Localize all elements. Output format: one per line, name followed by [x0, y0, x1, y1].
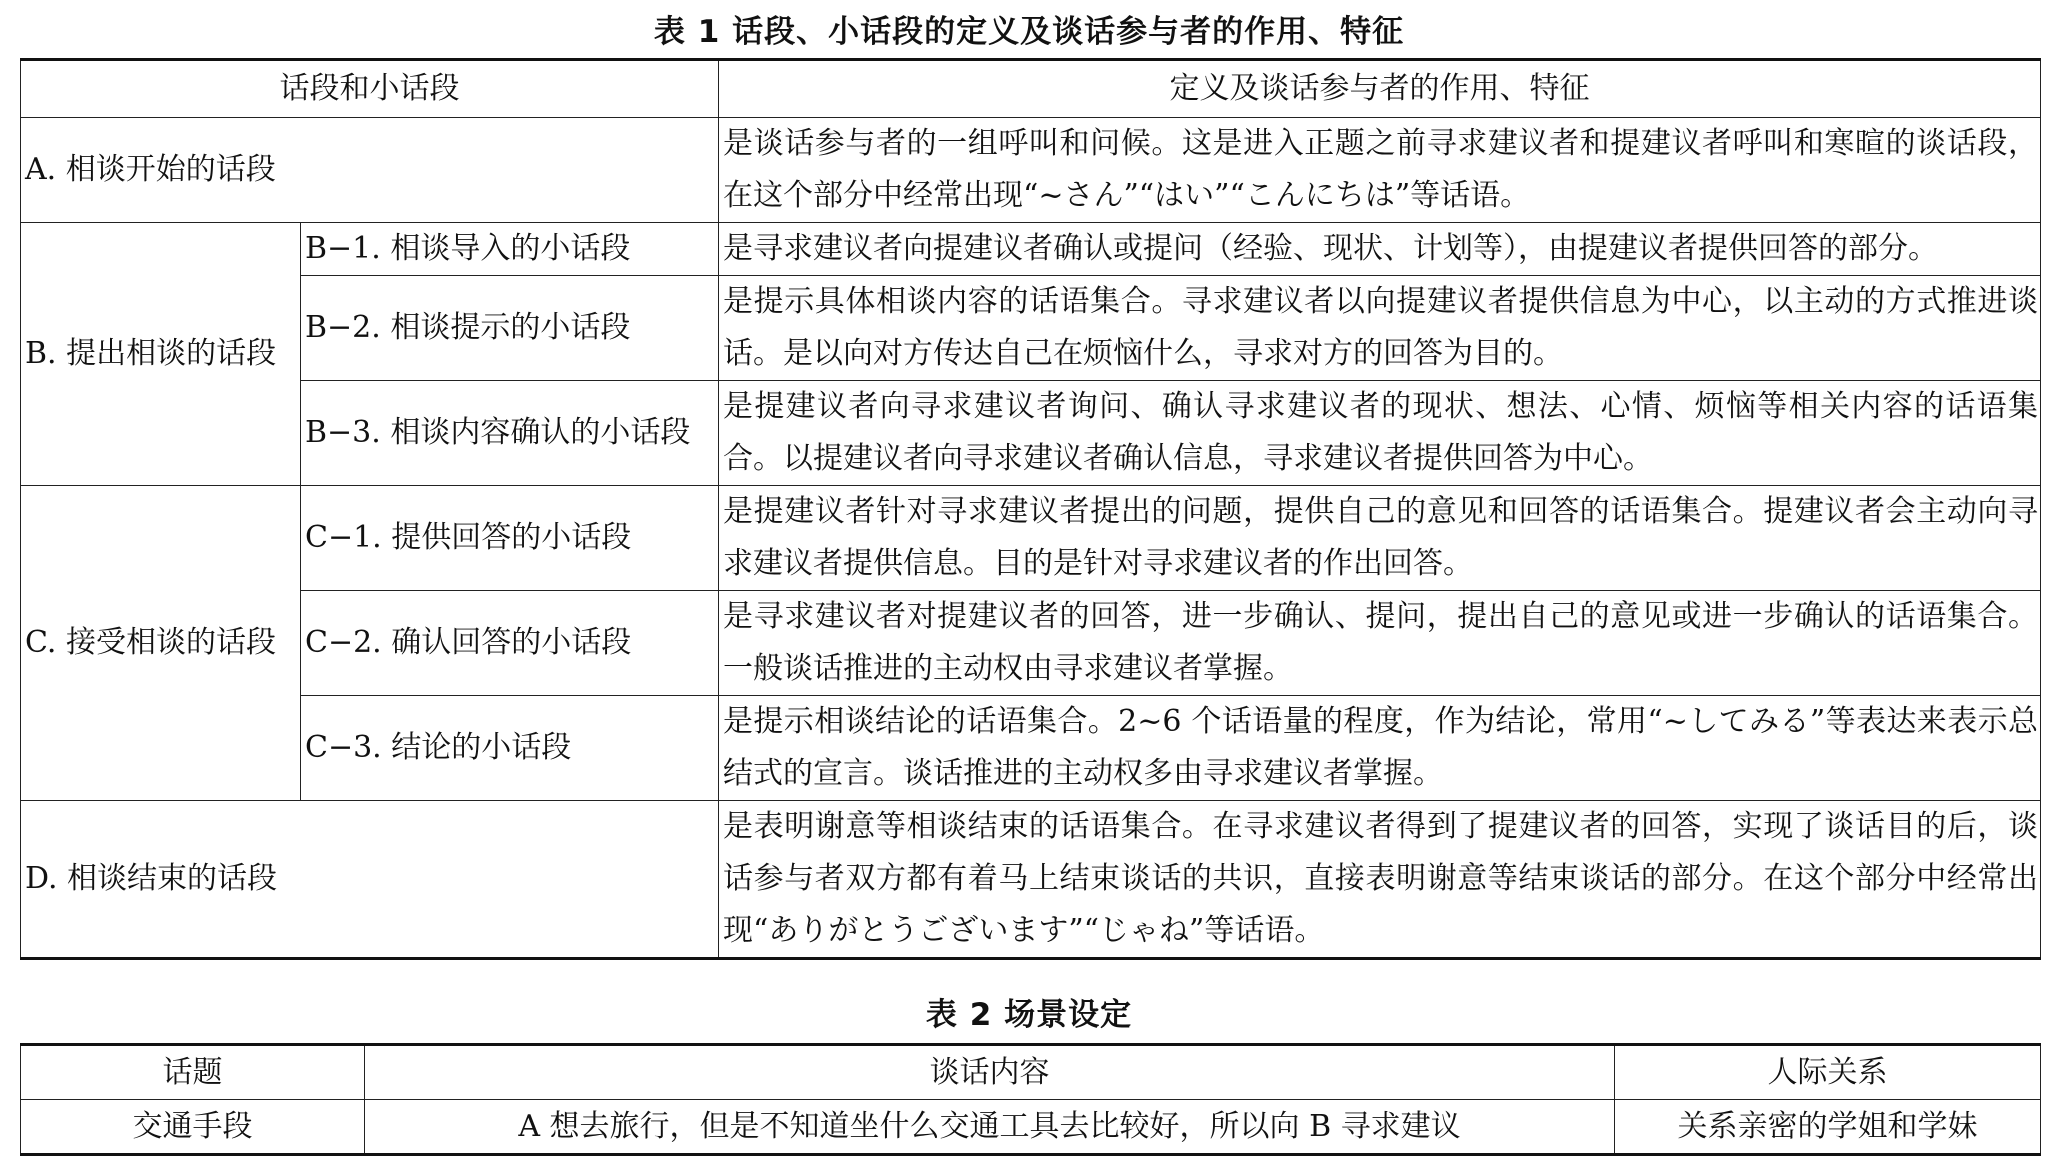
table2-caption: 表 2 场景设定: [925, 997, 1133, 1033]
table1-caption: 表 1 话段、小话段的定义及谈话参与者的作用、特征: [653, 14, 1405, 50]
header-cell-definition: 定义及谈话参与者的作用、特征: [719, 60, 2041, 118]
segment-description: 是谈话参与者的一组呼叫和问候。这是进入正题之前寻求建议者和提建议者呼叫和寒暄的谈话段，在这个部分中经常出现“~さん”“はい”“こんにちは”等话语。: [719, 118, 2041, 223]
scene-settings-table: [20, 1043, 2041, 1156]
table-row: [21, 486, 2041, 591]
subsegment-description: 是提建议者针对寻求建议者提出的问题，提供自己的意见和回答的话语集合。提建议者会主动向寻求建议者提供信息。目的是针对寻求建议者的作出回答。: [719, 486, 2041, 591]
subsegment-description: 是寻求建议者对提建议者的回答，进一步确认、提问，提出自己的意见或进一步确认的话语集合。一般谈话推进的主动权由寻求建议者掌握。: [719, 591, 2041, 696]
segment-description: 是表明谢意等相谈结束的话语集合。在寻求建议者得到了提建议者的回答，实现了谈话目的后，谈话参与者双方都有着马上结束谈话的共识，直接表明谢意等结束谈话的部分。在这个部分中经常出现“ありがとうございます”“じゃね”等话语。: [719, 801, 2041, 959]
segment-label: C. 接受相谈的话段: [21, 486, 301, 801]
table-row: [21, 118, 2041, 223]
header-cell-relationship: 人际关系: [1615, 1045, 2041, 1100]
segments-table: [20, 58, 2041, 960]
table-header-row: [21, 1045, 2041, 1100]
cell-content: A 想去旅行，但是不知道坐什么交通工具去比较好，所以向 B 寻求建议: [365, 1100, 1615, 1155]
subsegment-label: C−1. 提供回答的小话段: [301, 486, 719, 591]
header-cell-content: 谈话内容: [365, 1045, 1615, 1100]
subsegment-label: B−3. 相谈内容确认的小话段: [301, 381, 719, 486]
segment-label: D. 相谈结束的话段: [21, 801, 719, 959]
subsegment-description: 是提示相谈结论的话语集合。2~6 个话语量的程度，作为结论，常用“~してみる”等表达来表示总结式的宣言。谈话推进的主动权多由寻求建议者掌握。: [719, 696, 2041, 801]
subsegment-label: C−3. 结论的小话段: [301, 696, 719, 801]
segment-label: A. 相谈开始的话段: [21, 118, 719, 223]
subsegment-label: B−1. 相谈导入的小话段: [301, 223, 719, 276]
subsegment-label: B−2. 相谈提示的小话段: [301, 276, 719, 381]
table-row: [21, 801, 2041, 959]
table-row: [21, 276, 2041, 381]
table-row: [21, 223, 2041, 276]
header-cell-topic: 话题: [21, 1045, 365, 1100]
table-row: [21, 591, 2041, 696]
table-row: [21, 696, 2041, 801]
subsegment-description: 是提建议者向寻求建议者询问、确认寻求建议者的现状、想法、心情、烦恼等相关内容的话语集合。以提建议者向寻求建议者确认信息，寻求建议者提供回答为中心。: [719, 381, 2041, 486]
cell-relationship: 关系亲密的学姐和学妹: [1615, 1100, 2041, 1155]
subsegment-description: 是提示具体相谈内容的话语集合。寻求建议者以向提建议者提供信息为中心，以主动的方式推进谈话。是以向对方传达自己在烦恼什么，寻求对方的回答为目的。: [719, 276, 2041, 381]
segment-label: B. 提出相谈的话段: [21, 223, 301, 486]
subsegment-description: 是寻求建议者向提建议者确认或提问（经验、现状、计划等），由提建议者提供回答的部分。: [719, 223, 2041, 276]
table-row: [21, 381, 2041, 486]
header-cell-segments: 话段和小话段: [21, 60, 719, 118]
subsegment-label: C−2. 确认回答的小话段: [301, 591, 719, 696]
table-row: [21, 1100, 2041, 1155]
table-header-row: [21, 60, 2041, 118]
cell-topic: 交通手段: [21, 1100, 365, 1155]
